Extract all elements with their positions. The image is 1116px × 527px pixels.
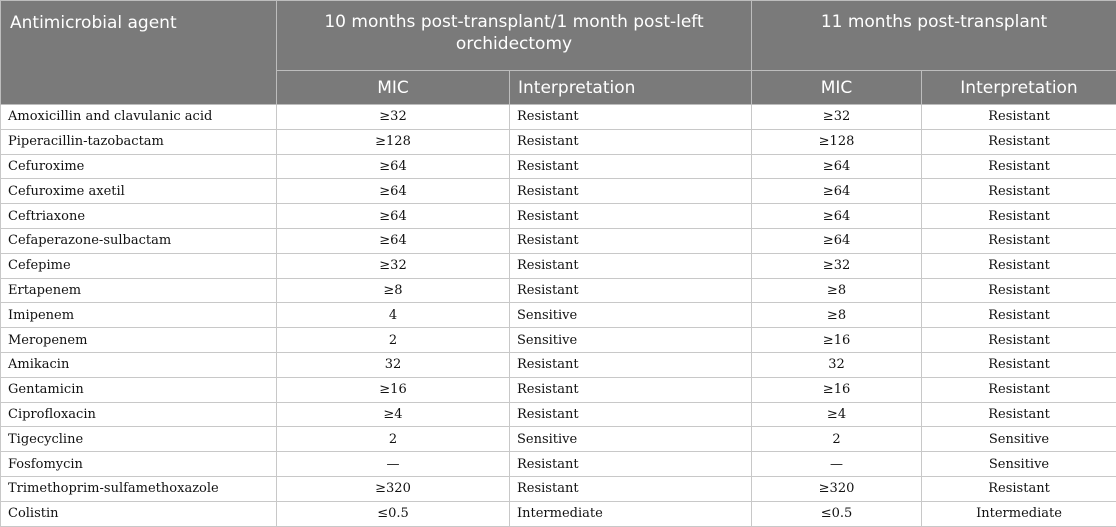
agent-cell: Cefuroxime [1, 154, 277, 179]
period2-mic-cell: ≥64 [752, 154, 922, 179]
period1-interpretation-cell: Resistant [510, 204, 752, 229]
period2-mic-cell: ≥16 [752, 377, 922, 402]
agent-cell: Piperacillin-tazobactam [1, 129, 277, 154]
agent-column-header: Antimicrobial agent [1, 1, 277, 105]
table-row [1, 179, 1116, 204]
period2-mic-cell: ≥64 [752, 228, 922, 253]
period1-mic-cell: ≥128 [277, 129, 510, 154]
period2-mic-cell: ≥4 [752, 402, 922, 427]
period1-mic-cell: ≥320 [277, 476, 510, 501]
agent-cell: Ciprofloxacin [1, 402, 277, 427]
period2-interpretation-cell: Resistant [922, 253, 1116, 278]
table-row [1, 105, 1116, 130]
table-row [1, 476, 1116, 501]
period2-header: 11 months post-transplant [752, 1, 1116, 71]
table-row [1, 328, 1116, 353]
table-row [1, 204, 1116, 229]
agent-cell: Meropenem [1, 328, 277, 353]
table-row [1, 154, 1116, 179]
period2-mic-cell: ≥128 [752, 129, 922, 154]
period1-mic-cell: ≥32 [277, 105, 510, 130]
table-row [1, 452, 1116, 477]
table-row [1, 253, 1116, 278]
period2-mic-cell: — [752, 452, 922, 477]
period1-interpretation-cell: Resistant [510, 476, 752, 501]
period1-interpretation-cell: Resistant [510, 352, 752, 377]
period2-mic-cell: ≥8 [752, 278, 922, 303]
agent-cell: Imipenem [1, 303, 277, 328]
period1-interpretation-cell: Resistant [510, 253, 752, 278]
agent-cell: Ceftriaxone [1, 204, 277, 229]
period2-interpretation-cell: Sensitive [922, 452, 1116, 477]
period2-interpretation-cell: Resistant [922, 377, 1116, 402]
period2-mic-cell: ≥32 [752, 253, 922, 278]
period2-interpretation-cell: Resistant [922, 154, 1116, 179]
period1-interpretation-cell: Sensitive [510, 328, 752, 353]
period2-interpretation-cell: Sensitive [922, 427, 1116, 452]
period2-mic-cell: ≥8 [752, 303, 922, 328]
table-row [1, 402, 1116, 427]
period1-mic-cell: — [277, 452, 510, 477]
period2-interpretation-cell: Resistant [922, 179, 1116, 204]
period2-mic-cell: ≤0.5 [752, 501, 922, 526]
period1-mic-cell: ≥64 [277, 179, 510, 204]
period1-mic-cell: ≥32 [277, 253, 510, 278]
period2-interpretation-cell: Resistant [922, 352, 1116, 377]
period2-mic-cell: 2 [752, 427, 922, 452]
agent-cell: Fosfomycin [1, 452, 277, 477]
period1-interpretation-cell: Resistant [510, 228, 752, 253]
period2-interpretation-cell: Resistant [922, 228, 1116, 253]
period1-mic-cell: ≥64 [277, 228, 510, 253]
agent-cell: Cefaperazone-sulbactam [1, 228, 277, 253]
period1-mic-cell: ≥64 [277, 204, 510, 229]
period1-interpretation-cell: Resistant [510, 452, 752, 477]
period2-interpretation-cell: Resistant [922, 402, 1116, 427]
period2-interpretation-cell: Resistant [922, 278, 1116, 303]
agent-cell: Cefepime [1, 253, 277, 278]
period2-mic-cell: ≥64 [752, 179, 922, 204]
period2-interpretation-cell: Resistant [922, 129, 1116, 154]
period2-interpretation-cell: Resistant [922, 328, 1116, 353]
period2-mic-cell: 32 [752, 352, 922, 377]
agent-cell: Amoxicillin and clavulanic acid [1, 105, 277, 130]
table-header [1, 1, 1116, 105]
period1-mic-cell: 4 [277, 303, 510, 328]
period1-mic-cell: 2 [277, 427, 510, 452]
period1-interpretation-cell: Intermediate [510, 501, 752, 526]
period2-interpretation-cell: Resistant [922, 105, 1116, 130]
period1-mic-cell: ≥16 [277, 377, 510, 402]
period2-interpretation-cell: Intermediate [922, 501, 1116, 526]
agent-cell: Gentamicin [1, 377, 277, 402]
table-row [1, 278, 1116, 303]
table-row [1, 427, 1116, 452]
agent-cell: Trimethoprim-sulfamethoxazole [1, 476, 277, 501]
agent-cell: Cefuroxime axetil [1, 179, 277, 204]
table-row [1, 501, 1116, 526]
period2-interpretation-cell: Resistant [922, 476, 1116, 501]
period1-interpretation-cell: Sensitive [510, 303, 752, 328]
table-row [1, 377, 1116, 402]
period1-interpretation-cell: Resistant [510, 179, 752, 204]
period1-interpretation-cell: Sensitive [510, 427, 752, 452]
period1-header: 10 months post-transplant/1 month post-left orchidectomy [277, 1, 752, 71]
period2-interpretation-cell: Resistant [922, 204, 1116, 229]
table-row [1, 352, 1116, 377]
period2-interpretation-header: Interpretation [922, 71, 1116, 105]
period1-interpretation-cell: Resistant [510, 154, 752, 179]
period1-interpretation-cell: Resistant [510, 402, 752, 427]
period1-mic-cell: 32 [277, 352, 510, 377]
period1-mic-header: MIC [277, 71, 510, 105]
agent-cell: Ertapenem [1, 278, 277, 303]
period2-mic-header: MIC [752, 71, 922, 105]
period1-interpretation-cell: Resistant [510, 278, 752, 303]
table-body [1, 105, 1116, 527]
period1-interpretation-header: Interpretation [510, 71, 752, 105]
period1-interpretation-cell: Resistant [510, 105, 752, 130]
period2-mic-cell: ≥32 [752, 105, 922, 130]
agent-cell: Tigecycline [1, 427, 277, 452]
agent-cell: Amikacin [1, 352, 277, 377]
period1-mic-cell: ≥4 [277, 402, 510, 427]
period1-interpretation-cell: Resistant [510, 377, 752, 402]
period2-mic-cell: ≥64 [752, 204, 922, 229]
period1-mic-cell: ≤0.5 [277, 501, 510, 526]
period2-mic-cell: ≥320 [752, 476, 922, 501]
period1-interpretation-cell: Resistant [510, 129, 752, 154]
table-row [1, 303, 1116, 328]
table-row [1, 129, 1116, 154]
period1-mic-cell: ≥64 [277, 154, 510, 179]
period2-mic-cell: ≥16 [752, 328, 922, 353]
period1-mic-cell: ≥8 [277, 278, 510, 303]
table-row [1, 228, 1116, 253]
period2-interpretation-cell: Resistant [922, 303, 1116, 328]
agent-cell: Colistin [1, 501, 277, 526]
period1-mic-cell: 2 [277, 328, 510, 353]
